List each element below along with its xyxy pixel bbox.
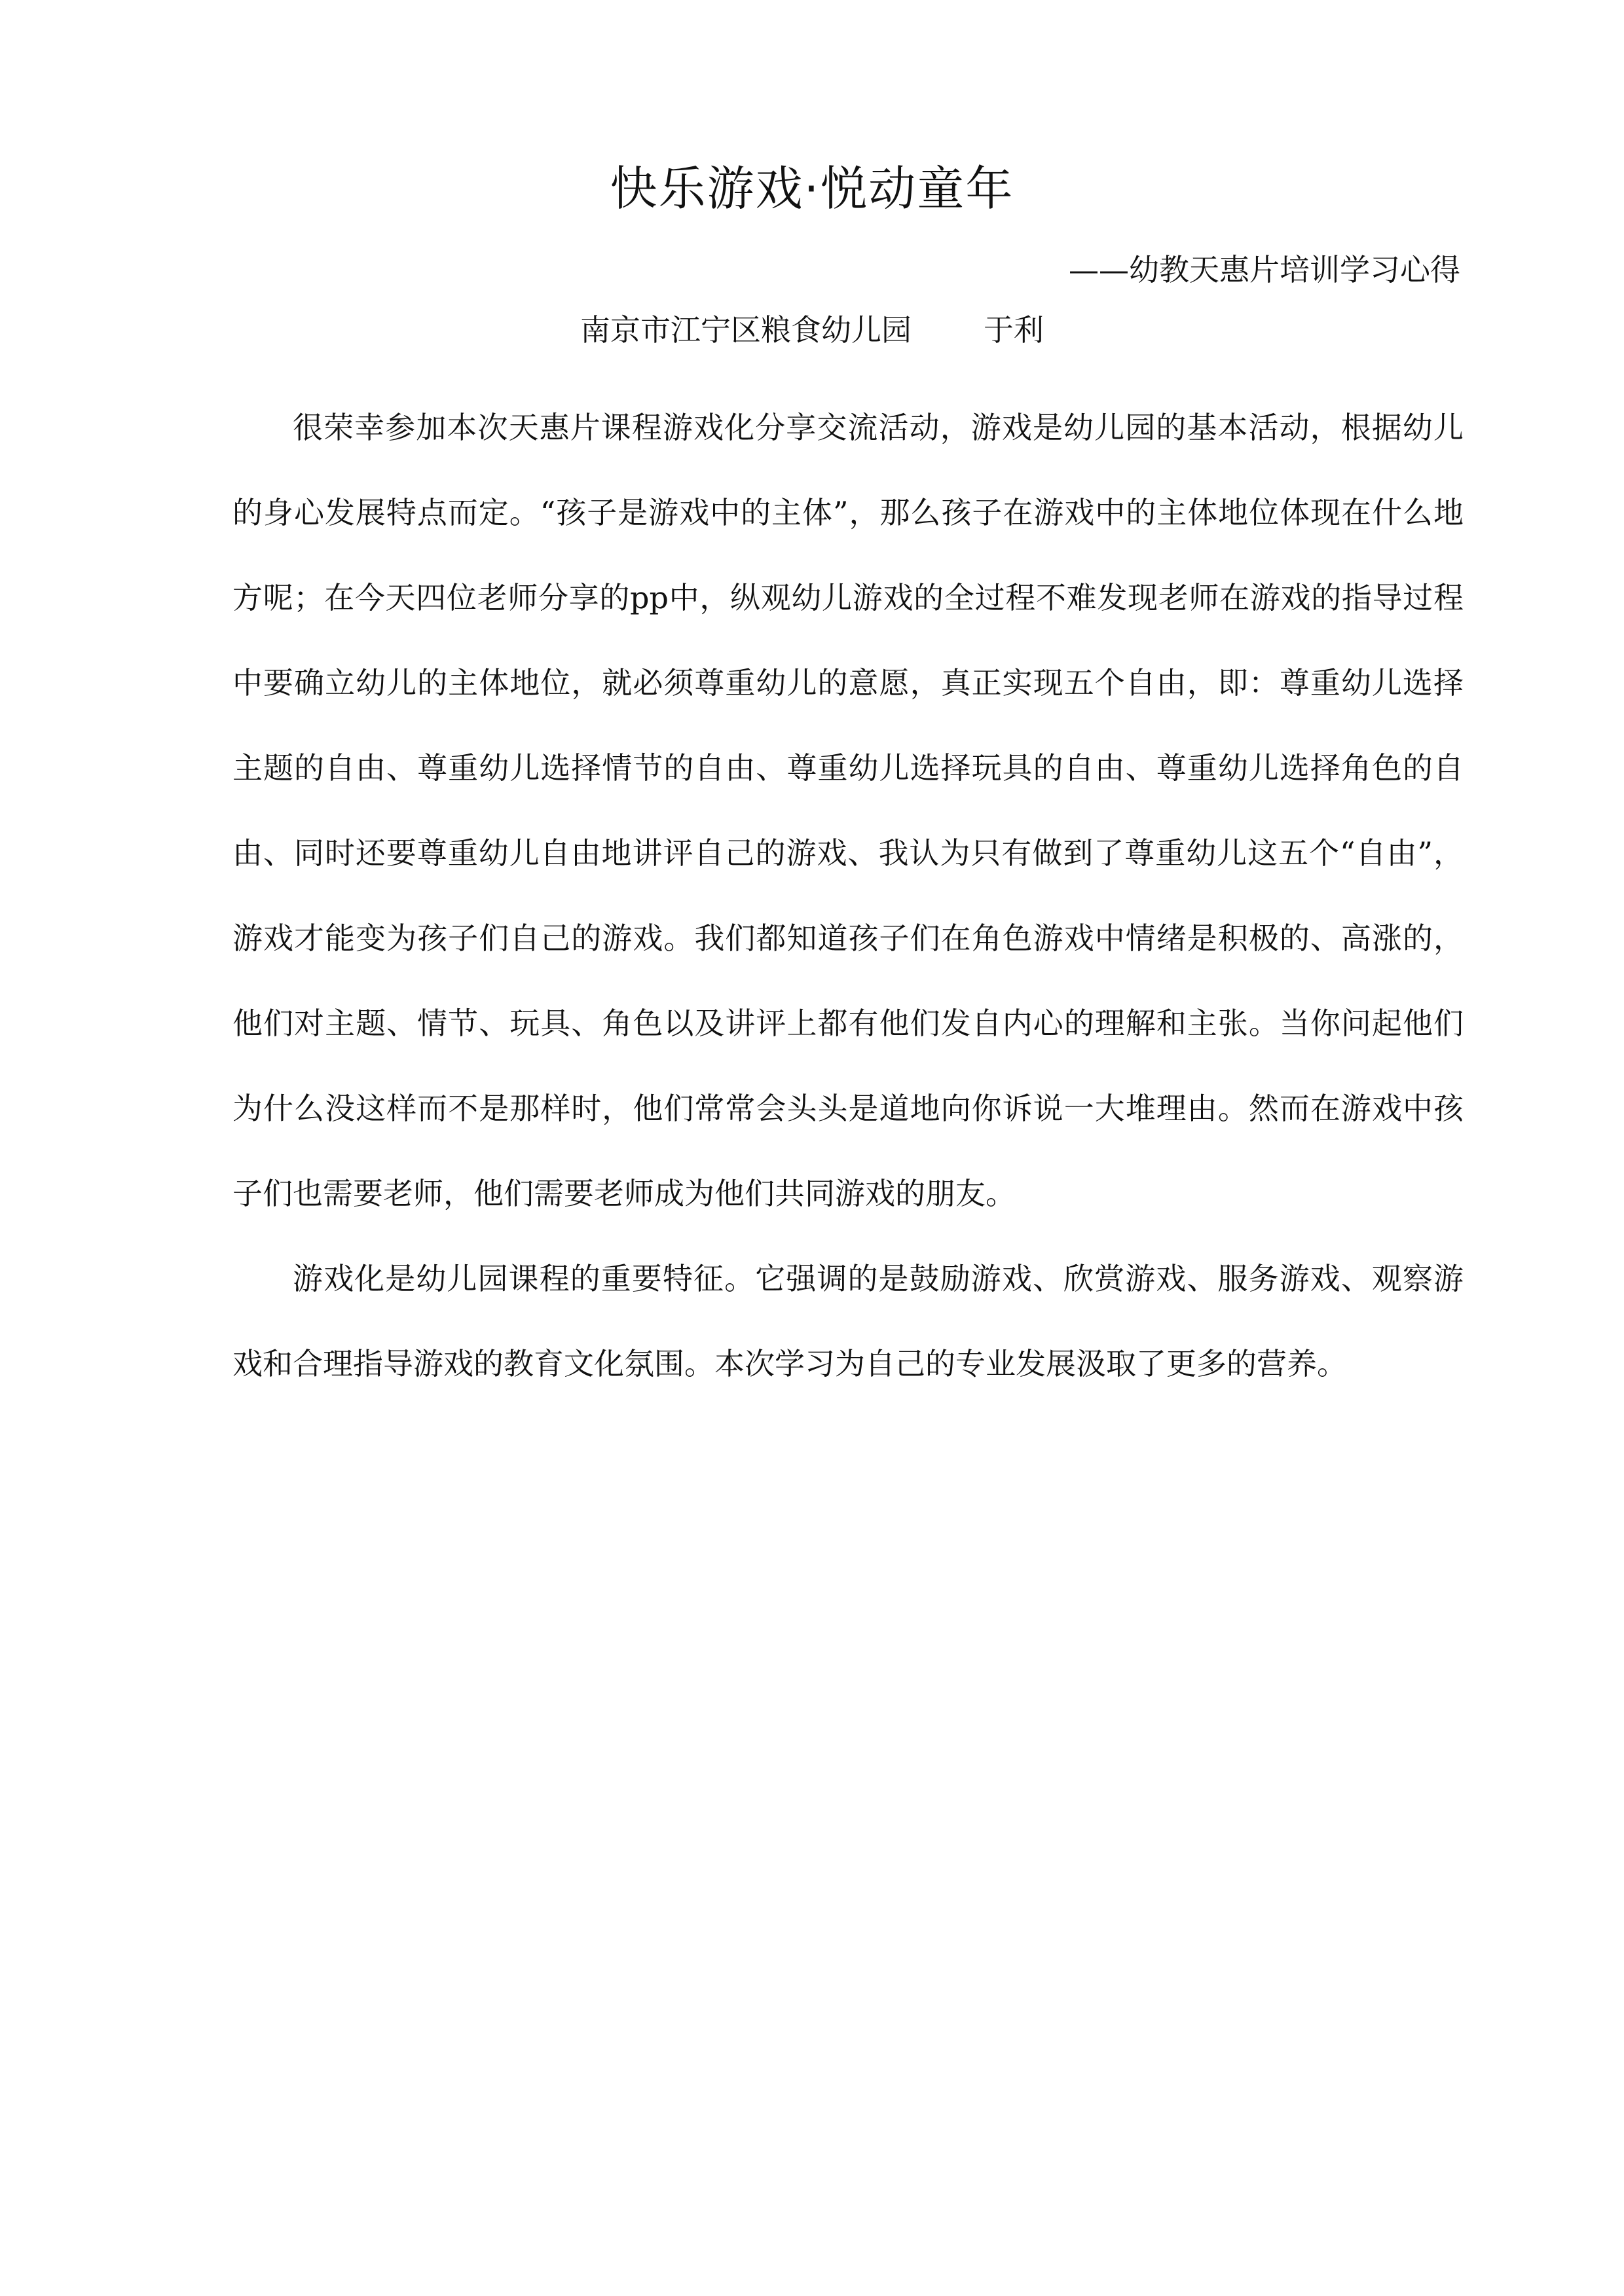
- body-paragraph-2: 游戏化是幼儿园课程的重要特征。它强调的是鼓励游戏、欣赏游戏、服务游戏、观察游戏和合理指导游戏的教育文化氛围。本次学习为自己的专业发展汲取了更多的营养。: [232, 1261, 1464, 1381]
- document-title: 快乐游戏·悦动童年: [610, 161, 1014, 216]
- author-organization: 南京市江宁区粮食幼儿园: [580, 312, 912, 348]
- document-subtitle: ——幼教天惠片培训学习心得: [1069, 252, 1460, 287]
- document-body: [232, 385, 1464, 1406]
- author-name: 于利: [984, 312, 1044, 348]
- author-line: [0, 310, 1624, 350]
- body-paragraph-1: 很荣幸参加本次天惠片课程游戏化分享交流活动，游戏是幼儿园的基本活动，根据幼儿的身心发展特点而定。“孩子是游戏中的主体”，那么孩子在游戏中的主体地位体现在什么地方呢；在今天四位老师分享的pp中，纵观幼儿游戏的全过程不难发现老师在游戏的指导过程中要确立幼儿的主体地位，就必须尊重幼儿的意愿，真正实现五个自由，即：尊重幼儿选择主题的自由、尊重幼儿选择情节的自由、尊重幼儿选择玩具的自由、尊重幼儿选择角色的自由、同时还要尊重幼儿自由地讲评自己的游戏、我认为只有做到了尊重幼儿这五个“自由”，游戏才能变为孩子们自己的游戏。我们都知道孩子们在角色游戏中情绪是积极的、高涨的，他们对主题、情节、玩具、角色以及讲评上都有他们发自内心的理解和主张。当你问起他们为什么没这样而不是那样时，他们常常会头头是道地向你诉说一大堆理由。然而在游戏中孩子们也需要老师，他们需要老师成为他们共同游戏的朋友。: [232, 410, 1464, 1211]
